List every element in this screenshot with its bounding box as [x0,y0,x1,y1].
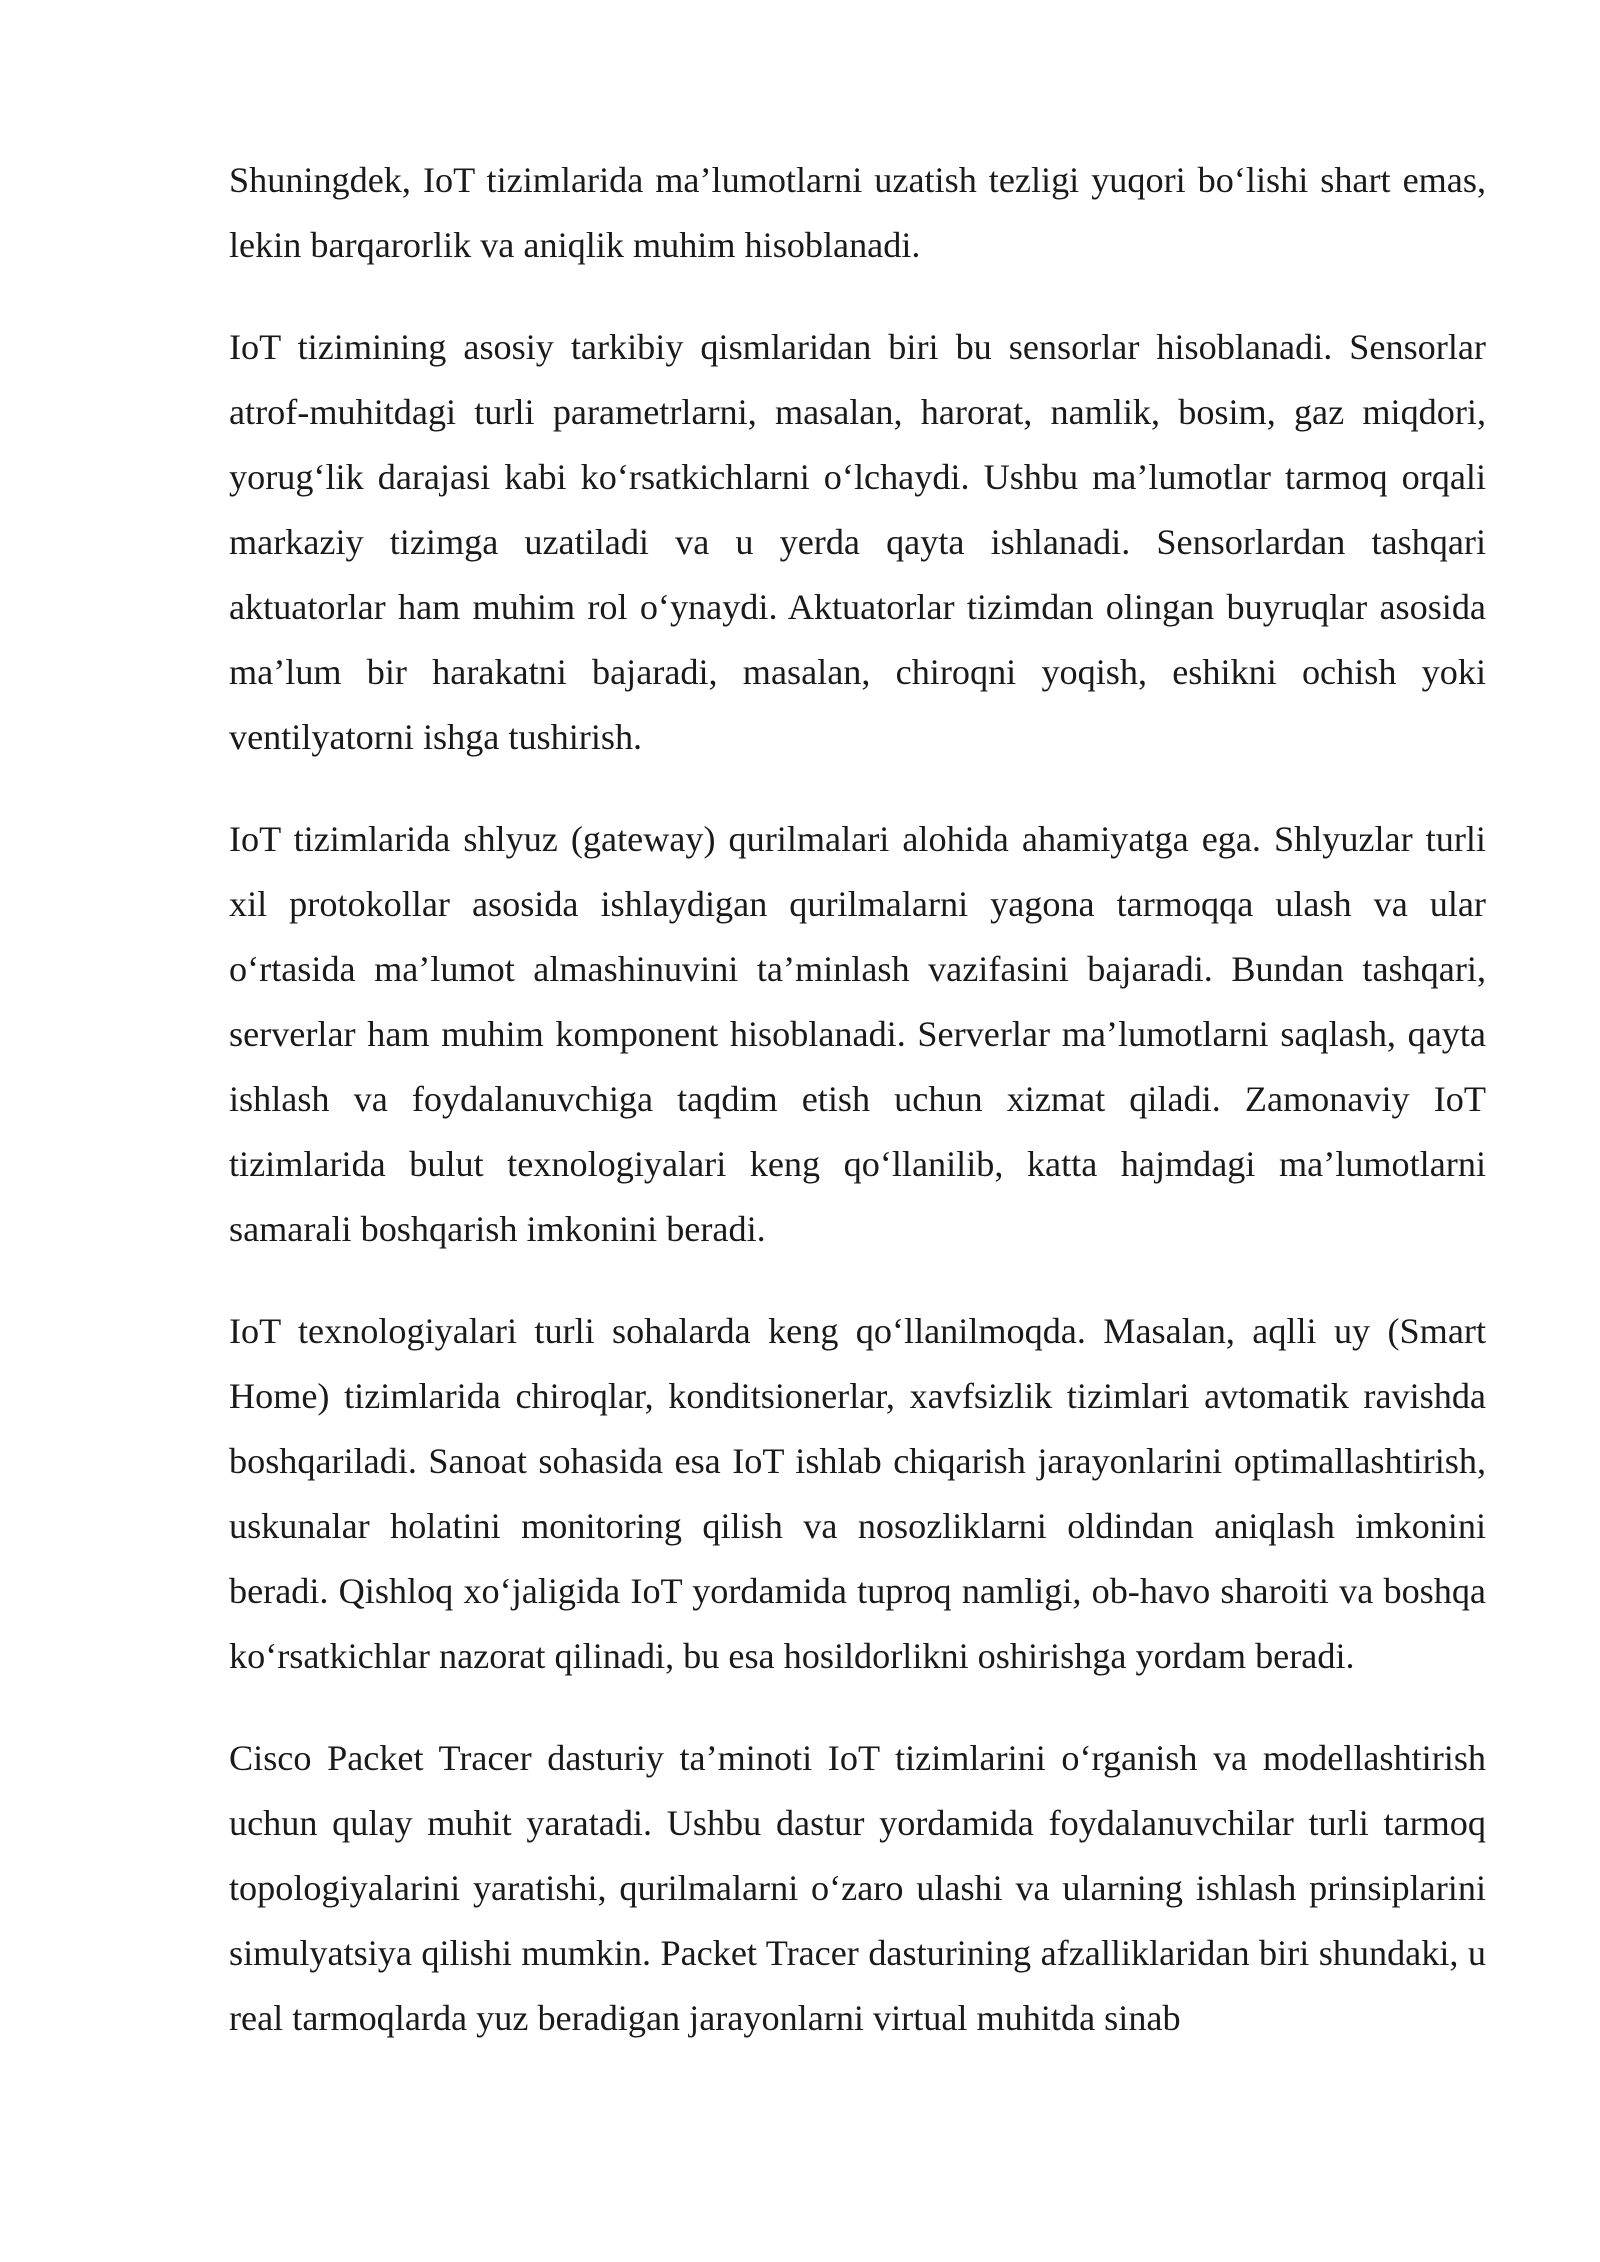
paragraph-2: IoT tizimining asosiy tarkibiy qismlaridan biri bu sensorlar hisoblanadi. Sensorlar atrof-muhitdagi turli parametrlarni, masalan, harorat, namlik, bosim, gaz miqdori, yorug‘lik darajasi kabi ko‘rsatkichlarni o‘lchaydi. Ushbu ma’lumotlar tarmoq orqali markaziy tizimga uzatiladi va u yerda qayta ishlanadi. Sensorlardan tashqari aktuatorlar ham muhim rol o‘ynaydi. Aktuatorlar tizimdan olingan buyruqlar asosida ma’lum bir harakatni bajaradi, masalan, chiroqni yoqish, eshikni ochish yoki ventilyatorni ishga tushirish. [229,327,1486,757]
paragraph-5: Cisco Packet Tracer dasturiy ta’minoti IoT tizimlarini o‘rganish va modellashtirish uchun qulay muhit yaratadi. Ushbu dastur yordamida foydalanuvchilar turli tarmoq topologiyalarini yaratishi, qurilmalarni o‘zaro ulashi va ularning ishlash prinsiplarini simulyatsiya qilishi mumkin. Packet Tracer dasturining afzalliklaridan biri shundaki, u real tarmoqlarda yuz beradigan jarayonlarni virtual muhitda sinab [229,1738,1486,2038]
paragraph-3: IoT tizimlarida shlyuz (gateway) qurilmalari alohida ahamiyatga ega. Shlyuzlar turli xil protokollar asosida ishlaydigan qurilmalarni yagona tarmoqqa ulash va ular o‘rtasida ma’lumot almashinuvini ta’minlash vazifasini bajaradi. Bundan tashqari, serverlar ham muhim komponent hisoblanadi. Serverlar ma’lumotlarni saqlash, qayta ishlash va foydalanuvchiga taqdim etish uchun xizmat qiladi. Zamonaviy IoT tizimlarida bulut texnologiyalari keng qo‘llanilib, katta hajmdagi ma’lumotlarni samarali boshqarish imkonini beradi. [229,819,1486,1249]
body-text [229,148,1486,2088]
paragraph-1: Shuningdek, IoT tizimlarida ma’lumotlarni uzatish tezligi yuqori bo‘lishi shart emas, lekin barqarorlik va aniqlik muhim hisoblanadi. [229,160,1486,265]
paragraph-4: IoT texnologiyalari turli sohalarda keng qo‘llanilmoqda. Masalan, aqlli uy (Smart Home) tizimlarida chiroqlar, konditsionerlar, xavfsizlik tizimlari avtomatik ravishda boshqariladi. Sanoat sohasida esa IoT ishlab chiqarish jarayonlarini optimallashtirish, uskunalar holatini monitoring qilish va nosozliklarni oldindan aniqlash imkonini beradi. Qishloq xo‘jaligida IoT yordamida tuproq namligi, ob-havo sharoiti va boshqa ko‘rsatkichlar nazorat qilinadi, bu esa hosildorlikni oshirishga yordam beradi. [229,1311,1486,1676]
